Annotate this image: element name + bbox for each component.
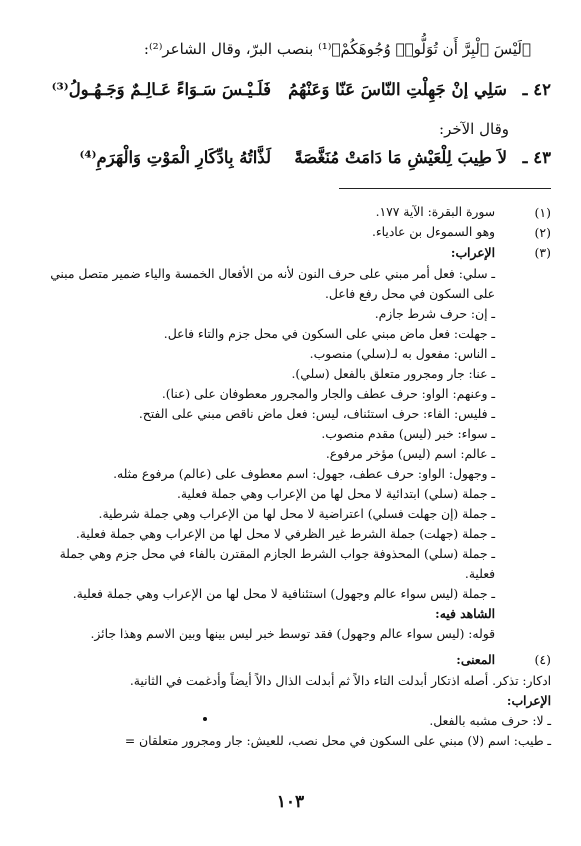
irab-line: ـ وعنهم: الواو: حرف عطف والجار والمجرور معطوفان على (عنا). xyxy=(161,387,495,401)
footnote-number: (١) xyxy=(534,205,551,220)
irab-line: ـ سواء: خبر (ليس) مقدم منصوب. xyxy=(321,427,495,441)
intro-other-poet: وقال الآخر: xyxy=(439,120,509,138)
ink-speck xyxy=(203,717,207,721)
irab-line: ـ عنا: جار ومجرور متعلق بالفعل (سلي). xyxy=(291,367,495,381)
irab-line: ـ طيب: اسم (لا) مبني على السكون في محل نصب، للعيش: جار ومجرور متعلقان = xyxy=(124,734,551,748)
verse-42 xyxy=(31,80,551,106)
irab-line: ـ إن: حرف شرط جازم. xyxy=(374,307,495,321)
verse-hemistich-second: لَذَّاتُهُ بِادِّكَارِ الْمَوْتِ وَالْهَرَمِ⁽⁴⁾ xyxy=(79,148,271,167)
shahid-heading: الشاهد فيه: xyxy=(435,606,495,621)
irab-heading: الإعراب: xyxy=(506,693,551,708)
irab-line: ـ جملة (إن جهلت فسلي) اعتراضية لا محل لها من الإعراب وهي جملة شرطية. xyxy=(98,507,495,521)
footnote-heading-meaning: المعنى: xyxy=(456,652,495,667)
verse-number: ٤٣ ـ xyxy=(522,148,551,167)
irab-line: ـ سلي: فعل أمر مبني على حرف النون لأنه من الأفعال الخمسة والياء ضمير متصل مبني على السكون في محل رفع فاعل. xyxy=(50,267,495,301)
footnote-number: (٣) xyxy=(534,245,551,260)
irab-line: ـ جملة (سلي) المحذوفة جواب الشرط الجازم المقترن بالفاء في محل جزم وهي جملة فعلية. xyxy=(59,547,495,581)
irab-line: ـ جملة (سلي) ابتدائية لا محل لها من الإعراب وهي جملة فعلية. xyxy=(177,487,495,501)
footnote-number: (٢) xyxy=(534,225,551,240)
footnote-4-body xyxy=(35,671,551,751)
verse-hemistich-first: لاَ طِيبَ لِلْعَيْشِ مَا دَامَتْ مُنَغَّصَةً xyxy=(294,148,507,167)
irab-line: ـ وجهول: الواو: حرف عطف، جهول: اسم معطوف على (عالم) مرفوع مثله. xyxy=(113,467,495,481)
irab-line: ـ جهلت: فعل ماض مبني على السكون في محل جزم والتاء فاعل. xyxy=(163,327,495,341)
meaning-text: ادكار: تذكر. أصله اذتكار أبدلت التاء دالاً ثم أبدلت الذال دالاً أيضاً وأدغمت في الثانية. xyxy=(129,674,551,688)
footnote-text: سورة البقرة: الآية ١٧٧. xyxy=(375,205,495,219)
verse-number: ٤٢ ـ xyxy=(522,80,551,99)
irab-line: ـ الناس: مفعول به لـ(سلي) منصوب. xyxy=(309,347,495,361)
footnote-3-body xyxy=(35,264,495,644)
irab-line: ـ لا: حرف مشبه بالفعل. xyxy=(429,714,551,728)
page-number: ١٠٣ xyxy=(276,792,305,812)
shahid-text: قوله: (ليس سواء عالم وجهول) فقد توسط خبر ليس بينها وبين الاسم وهذا جائز. xyxy=(90,627,495,641)
irab-line: ـ جملة (جهلت) جملة الشرط غير الظرفي لا محل لها من الإعراب وهي جملة فعلية. xyxy=(75,527,495,541)
footnote-text: وهو السموءل بن عادياء. xyxy=(371,225,495,239)
irab-line: ـ عالم: اسم (ليس) مؤخر مرفوع. xyxy=(325,447,495,461)
verse-43 xyxy=(31,148,551,174)
verse-hemistich-second: فَلَـيْـسَ سَـوَاءً عَـالِـمٌ وَجَـهُـولُ⁽³⁾ xyxy=(51,80,271,99)
irab-line: ـ جملة (ليس سواء عالم وجهول) استئنافية لا محل لها من الإعراب وهي جملة فعلية. xyxy=(72,587,495,601)
footnote-separator xyxy=(339,188,551,189)
footnote-number: (٤) xyxy=(534,652,551,667)
verse-hemistich-first: سَلِي إنْ جَهِلْتِ النّاسَ عَنّا وَعَنْهُمُ xyxy=(288,80,507,99)
irab-line: ـ فليس: الفاء: حرف استئناف، ليس: فعل ماض ناقص مبني على الفتح. xyxy=(138,407,495,421)
quran-quote-line: ﴿لَيْسَ ٱلْبِرَّ أَن تُوَلُّوا۟ وُجُوهَكُمْ﴾⁽¹⁾ بنصب البرّ، وقال الشاعر⁽²⁾: xyxy=(143,40,531,58)
footnote-heading-irab: الإعراب: xyxy=(450,245,495,260)
